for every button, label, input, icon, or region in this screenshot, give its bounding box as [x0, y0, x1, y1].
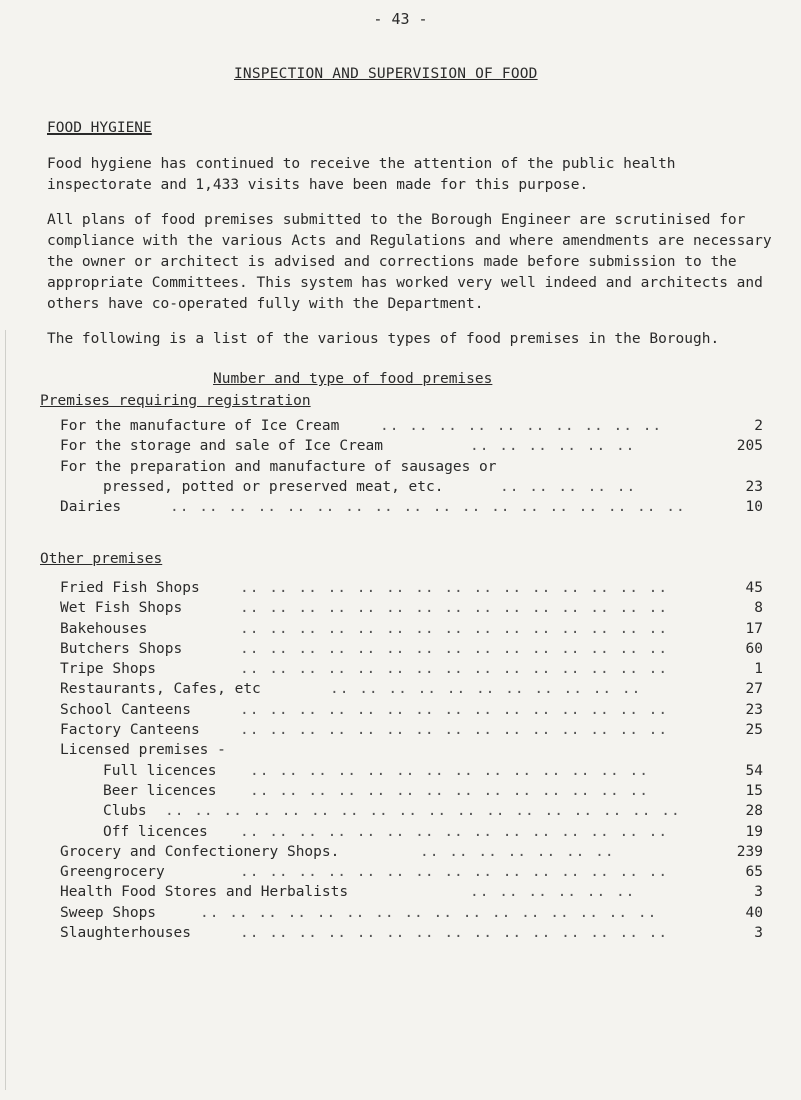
item-value: 54	[745, 762, 763, 779]
item-label: Butchers Shops	[60, 640, 183, 657]
item-label: Tripe Shops	[60, 661, 157, 678]
item-value: 10	[745, 499, 763, 516]
item-value: 25	[745, 722, 763, 739]
category-title-registration: Premises requiring registration	[40, 393, 311, 409]
leader-dots: .. .. .. .. .. .. .. .. .. .. ..	[330, 681, 642, 698]
leader-dots: .. .. .. .. .. .. .. .. .. .. .. .. .. .. ..	[240, 864, 669, 881]
page-number: - 43 -	[373, 10, 428, 28]
item-value: 3	[754, 925, 763, 942]
paragraph-visits: Food hygiene has continued to receive the attention of the public health inspectorate and 1,433 visits have been made for this purpose.	[47, 156, 676, 193]
list-item	[0, 722, 801, 742]
item-value: 23	[745, 701, 763, 718]
section-title: FOOD HYGIENE	[47, 120, 152, 136]
list-item	[0, 661, 801, 681]
leader-dots: .. .. .. .. .. .. .. .. .. .. .. .. .. ..	[250, 782, 649, 799]
list-item	[0, 763, 801, 783]
list-item	[0, 783, 801, 803]
paragraph-list-intro: The following is a list of the various types of food premises in the Borough.	[47, 331, 720, 347]
item-value: 17	[745, 620, 763, 637]
leader-dots: .. .. .. .. .. .. .. .. .. .. .. .. .. .. .. ..	[200, 904, 658, 921]
item-value: 3	[754, 884, 763, 901]
item-value: 27	[745, 681, 763, 698]
leader-dots: .. .. .. .. .. .. .. .. .. .. .. .. .. .. .. .. .. ..	[165, 803, 681, 820]
item-value: 19	[745, 823, 763, 840]
leader-dots: .. .. .. .. ..	[500, 478, 637, 495]
item-label: Factory Canteens	[60, 722, 200, 739]
leader-dots: .. .. .. .. .. .. .. .. .. .. .. .. .. .. ..	[240, 580, 669, 596]
list-item	[0, 905, 801, 925]
category-title-other: Other premises	[40, 551, 163, 567]
leader-dots: .. .. .. .. .. ..	[470, 884, 636, 901]
item-label: Health Food Stores and Herbalists	[60, 884, 349, 901]
item-label: Bakehouses	[60, 620, 148, 637]
item-label: Dairies	[60, 499, 122, 516]
item-value: 28	[745, 803, 763, 820]
leader-dots: .. .. .. .. .. .. .. .. .. ..	[380, 418, 663, 434]
leader-dots: .. .. .. .. .. .. .. .. .. .. .. .. .. .. ..	[240, 722, 669, 739]
item-label: Full licences	[103, 762, 217, 779]
item-label: For the storage and sale of Ice Cream	[60, 438, 384, 455]
leader-dots: .. .. .. .. .. .. .. .. .. .. .. .. .. .. ..	[240, 661, 669, 678]
leader-dots: .. .. .. .. .. .. .. .. .. .. .. .. .. ..	[250, 762, 649, 779]
list-item	[0, 621, 801, 641]
item-label: Restaurants, Cafes, etc	[60, 681, 261, 698]
item-value: 65	[745, 864, 763, 881]
list-item	[0, 459, 801, 479]
leader-dots: .. .. .. .. .. .. .. .. .. .. .. .. .. .. ..	[240, 640, 669, 657]
leader-dots: .. .. .. .. .. .. .. .. .. .. .. .. .. .. .. .. .. ..	[170, 499, 686, 516]
list-item	[0, 499, 801, 519]
item-label: Sweep Shops	[60, 904, 157, 921]
list-item	[0, 884, 801, 904]
leader-dots: .. .. .. .. .. .. .. .. .. .. .. .. .. .. ..	[240, 620, 669, 637]
leader-dots: .. .. .. .. .. .. .. .. .. .. .. .. .. .. ..	[240, 600, 669, 617]
other-premises-list	[0, 580, 801, 945]
list-title: Number and type of food premises	[213, 371, 493, 387]
item-label: Grocery and Confectionery Shops.	[60, 843, 340, 860]
leader-dots: .. .. .. .. .. .. ..	[420, 843, 615, 860]
list-item	[0, 925, 801, 945]
item-value: 205	[736, 438, 763, 455]
registration-list	[0, 418, 801, 519]
list-item	[0, 864, 801, 884]
item-label: Licensed premises -	[60, 742, 226, 759]
item-label: pressed, potted or preserved meat, etc.	[103, 478, 444, 495]
item-label: Fried Fish Shops	[60, 580, 200, 596]
item-label: Off licences	[103, 823, 208, 840]
item-value: 8	[754, 600, 763, 617]
item-value: 23	[745, 478, 763, 495]
item-value: 2	[754, 418, 763, 434]
item-value: 60	[745, 640, 763, 657]
item-value: 239	[736, 843, 763, 860]
item-label: School Canteens	[60, 701, 191, 718]
leader-dots: .. .. .. .. .. .. .. .. .. .. .. .. .. .. ..	[240, 925, 669, 942]
item-label: Slaughterhouses	[60, 925, 191, 942]
main-title: INSPECTION AND SUPERVISION OF FOOD	[234, 66, 538, 82]
item-value: 45	[745, 580, 763, 596]
list-item	[0, 824, 801, 844]
list-item	[0, 803, 801, 823]
leader-dots: .. .. .. .. .. .. .. .. .. .. .. .. .. .. ..	[240, 823, 669, 840]
list-item	[0, 844, 801, 864]
list-item	[0, 418, 801, 438]
list-item	[0, 641, 801, 661]
list-item	[0, 438, 801, 458]
leader-dots: .. .. .. .. .. .. .. .. .. .. .. .. .. .. ..	[240, 701, 669, 718]
item-label: For the manufacture of Ice Cream	[60, 418, 340, 434]
item-label: For the preparation and manufacture of sausages or	[60, 458, 497, 475]
item-value: 40	[745, 904, 763, 921]
list-item	[0, 580, 801, 600]
item-value: 15	[745, 782, 763, 799]
item-label: Greengrocery	[60, 864, 165, 881]
leader-dots: .. .. .. .. .. ..	[470, 438, 636, 455]
item-value: 1	[754, 661, 763, 678]
list-item	[0, 702, 801, 722]
item-label: Wet Fish Shops	[60, 600, 183, 617]
item-label: Beer licences	[103, 782, 217, 799]
paragraph-plans: All plans of food premises submitted to the Borough Engineer are scrutinised for compliance with the various Acts and Regulations and where amendments are necessary the owner or architect is advised and corrections made before submission to the appropriate Committees. This system has worked very well indeed and architects and others have co-operated fully with the Department.	[47, 212, 772, 312]
list-item	[0, 742, 801, 762]
list-item	[0, 681, 801, 701]
list-item	[0, 479, 801, 499]
item-label: Clubs	[103, 803, 147, 820]
list-item	[0, 600, 801, 620]
